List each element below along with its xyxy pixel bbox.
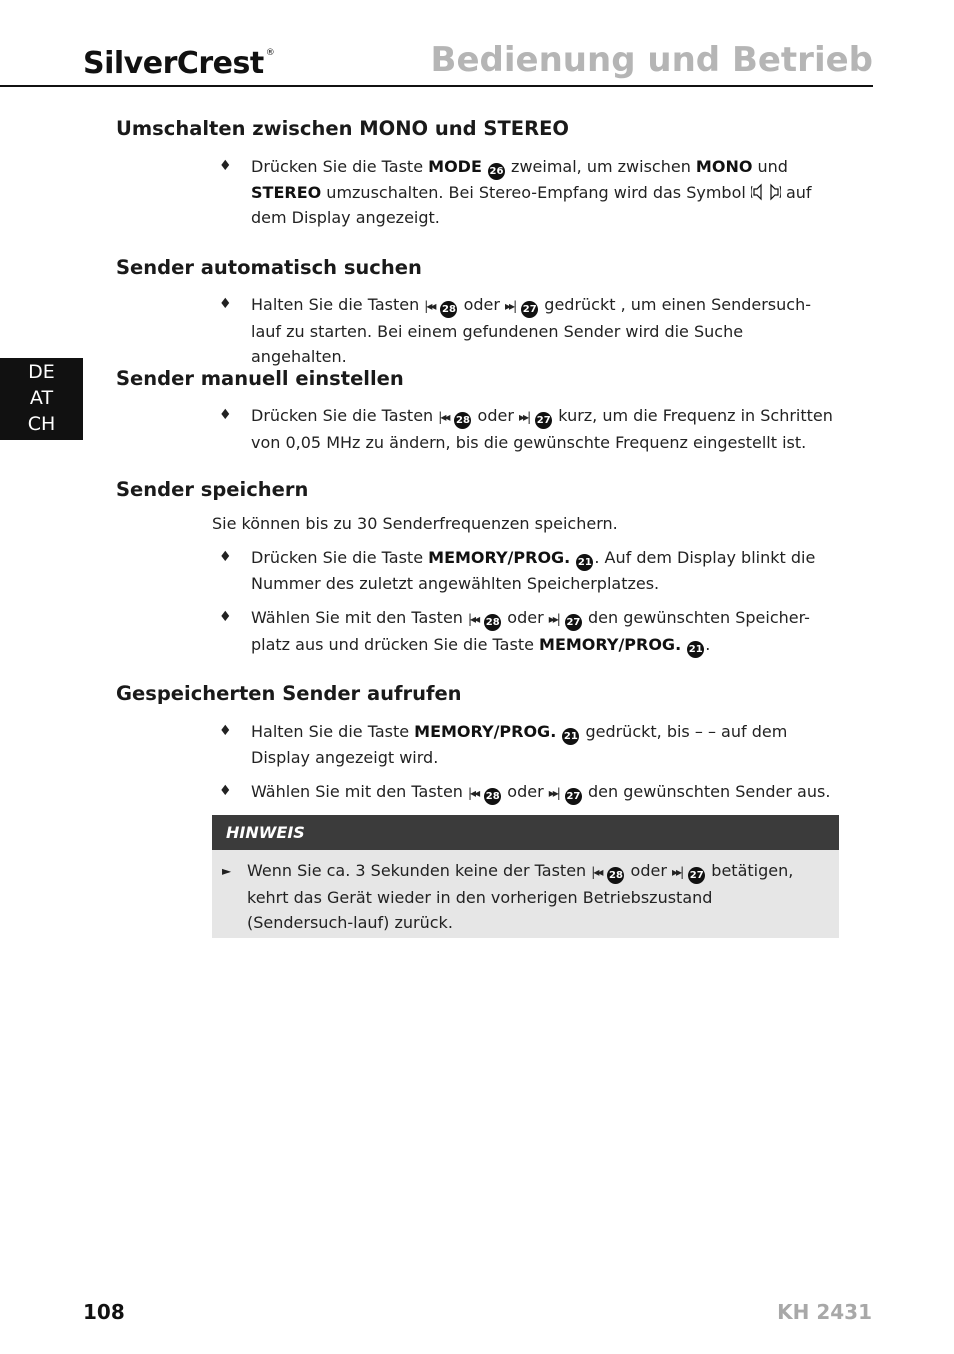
list-item: ♦ Drücken Sie die Tasten |◂◂ 28 oder ▸▸| 27 kurz, um die Frequenz in Schritten von 0,05 MHz zu ändern, bis die gewünschte Frequenz eingestellt ist.	[116, 403, 840, 455]
section-mono-stereo	[116, 117, 840, 239]
ref-number-21: 21	[687, 641, 704, 658]
skip-next-icon: ▸▸|	[548, 786, 559, 800]
list-item: ♦ Halten Sie die Taste MEMORY/PROG. 21 gedrückt, bis – – auf dem Display angezeigt wird.	[116, 719, 840, 770]
country-ch: CH	[27, 413, 56, 435]
section-heading: Sender speichern	[116, 478, 309, 501]
diamond-bullet-icon: ♦	[219, 549, 232, 565]
brand-name: SilverCrest	[83, 46, 264, 81]
skip-next-icon: ▸▸|	[548, 612, 559, 626]
diamond-bullet-icon: ♦	[219, 158, 232, 174]
section-heading: Umschalten zwischen MONO und STEREO	[116, 117, 570, 140]
registered-mark: ®	[265, 48, 275, 58]
ref-number-27: 27	[688, 867, 705, 884]
diamond-bullet-icon: ♦	[219, 609, 232, 625]
ref-number-27: 27	[521, 301, 538, 318]
note-box	[212, 815, 839, 938]
section-heading: Gespeicherten Sender aufrufen	[116, 682, 462, 705]
ref-number-28: 28	[454, 412, 471, 429]
section-auto-search	[116, 256, 840, 378]
diamond-bullet-icon: ♦	[219, 783, 232, 799]
diamond-bullet-icon: ♦	[219, 296, 232, 312]
triangle-right-icon: ►	[222, 864, 232, 878]
skip-next-icon: ▸▸|	[505, 299, 516, 313]
section-recall-station	[116, 682, 840, 815]
intro-text: Sie können bis zu 30 Senderfrequenzen speichern.	[212, 514, 618, 533]
skip-previous-icon: |◂◂	[424, 299, 435, 313]
section-heading: Sender manuell einstellen	[116, 367, 404, 390]
model-number: KH 2431	[777, 1300, 872, 1324]
list-item: ♦ Wählen Sie mit den Tasten |◂◂ 28 oder ▸▸| 27 den gewünschten Sender aus.	[116, 779, 840, 806]
ref-number-27: 27	[535, 412, 552, 429]
country-tab	[0, 358, 83, 440]
skip-previous-icon: |◂◂	[591, 865, 602, 879]
ref-number-27: 27	[565, 788, 582, 805]
note-body: ► Wenn Sie ca. 3 Sekunden keine der Tasten |◂◂ 28 oder ▸▸| 27 betätigen, kehrt das Gerät wieder in den vorherigen Betriebszustand (Sendersuch-lauf) zurück.	[222, 861, 794, 932]
skip-next-icon: ▸▸|	[519, 410, 530, 424]
skip-next-icon: ▸▸|	[672, 865, 683, 879]
country-de: DE	[28, 361, 55, 383]
page-header	[83, 38, 873, 88]
ref-number-28: 28	[484, 614, 501, 631]
brand-logo	[83, 46, 274, 81]
note-heading: HINWEIS	[212, 815, 839, 850]
list-item: ♦ Drücken Sie die Taste MODE 26 zweimal, um zwischen MONO und STEREO umzuschalten. Bei Stereo-Empfang wird das Symbol auf dem Display angezeigt.	[116, 154, 840, 230]
ref-number-28: 28	[484, 788, 501, 805]
list-item: ♦ Drücken Sie die Taste MEMORY/PROG. 21 . Auf dem Display blinkt die Nummer des zuletzt angewählten Speicherplatzes.	[116, 545, 840, 596]
diamond-bullet-icon: ♦	[219, 407, 232, 423]
page-number: 108	[83, 1300, 125, 1324]
section-store-station	[116, 478, 840, 667]
header-rule	[0, 85, 873, 87]
stereo-speaker-icon	[751, 182, 781, 202]
skip-previous-icon: |◂◂	[468, 786, 479, 800]
list-item: ♦ Wählen Sie mit den Tasten |◂◂ 28 oder ▸▸| 27 den gewünschten Speicher-platz aus und drücken Sie die Taste MEMORY/PROG. 21 .	[116, 605, 840, 658]
ref-number-21: 21	[562, 728, 579, 745]
ref-number-27: 27	[565, 614, 582, 631]
section-manual-tune	[116, 367, 840, 464]
skip-previous-icon: |◂◂	[438, 410, 449, 424]
ref-number-21: 21	[576, 554, 593, 571]
ref-number-28: 28	[607, 867, 624, 884]
country-at: AT	[29, 387, 54, 409]
ref-number-26: 26	[488, 163, 505, 180]
diamond-bullet-icon: ♦	[219, 723, 232, 739]
ref-number-28: 28	[440, 301, 457, 318]
section-heading: Sender automatisch suchen	[116, 256, 422, 279]
skip-previous-icon: |◂◂	[468, 612, 479, 626]
page-title: Bedienung und Betrieb	[430, 40, 873, 80]
list-item: ♦ Halten Sie die Tasten |◂◂ 28 oder ▸▸| 27 gedrückt , um einen Sendersuch-lauf zu starten. Bei einem gefundenen Sender wird die Suche angehalten.	[116, 292, 840, 369]
